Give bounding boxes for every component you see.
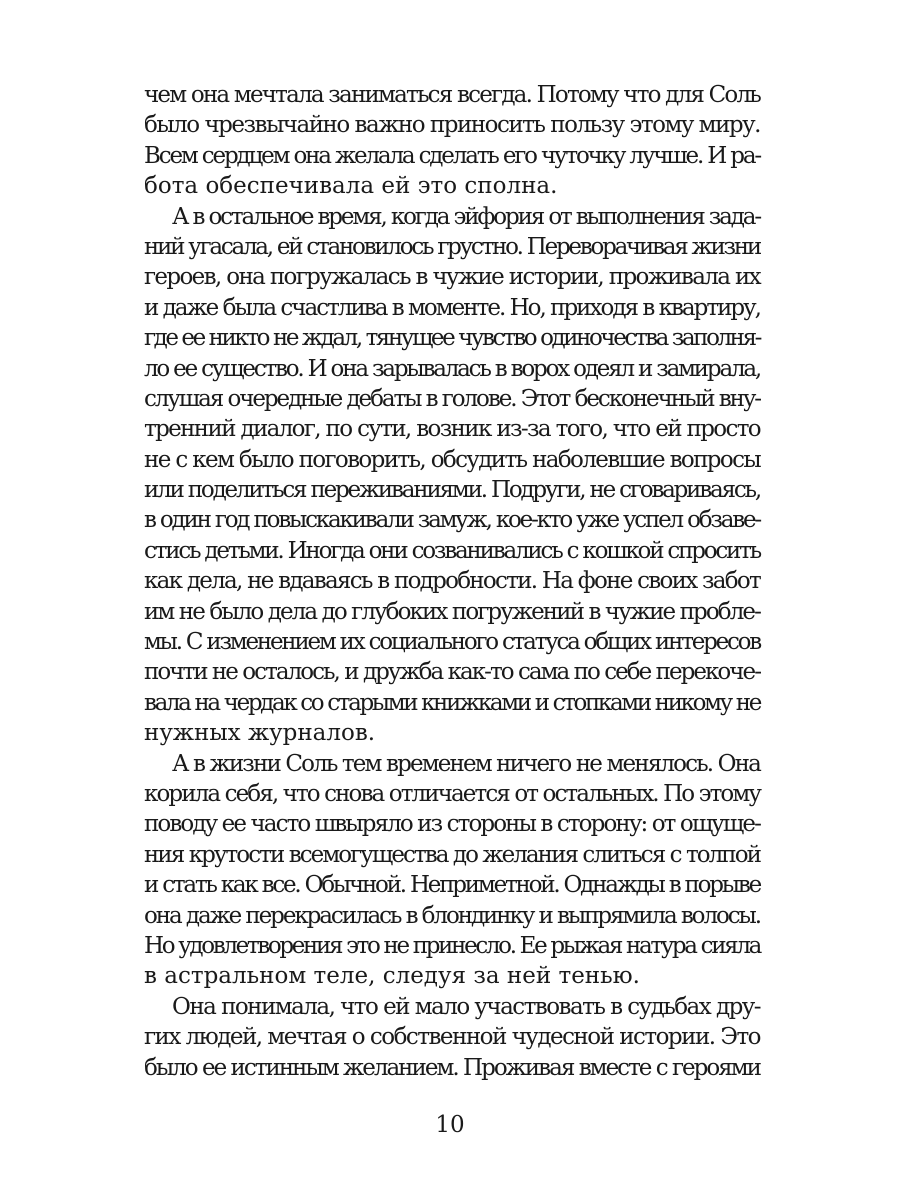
text-line: не с кем было поговорить, обсудить наболевшие вопросы bbox=[144, 446, 760, 473]
text-line: и стать как все. Обычной. Неприметной. Однажды в порыве bbox=[144, 872, 760, 899]
paragraph-4 bbox=[144, 992, 760, 1083]
paragraph-3 bbox=[144, 749, 760, 992]
text-line: корила себя, что снова отличается от остальных. По этому bbox=[144, 780, 760, 807]
text-line: вала на чердак со старыми книжками и стопками никому не bbox=[144, 689, 760, 716]
text-line: поводу ее часто швыряло из стороны в сторону: от ощуще- bbox=[144, 811, 760, 838]
paragraph-1 bbox=[144, 80, 760, 202]
text-line: в один год повыскакивали замуж, кое-кто уже успел обзаве- bbox=[144, 507, 760, 534]
text-line: ний угасала, ей становилось грустно. Переворачивая жизни bbox=[144, 233, 760, 260]
text-line: стись детьми. Иногда они созванивались с кошкой спросить bbox=[144, 537, 760, 564]
text-line: или поделиться переживаниями. Подруги, не сговариваясь, bbox=[144, 477, 760, 504]
text-line: гих людей, мечтая о собственной чудесной истории. Это bbox=[144, 1024, 760, 1051]
text-line: где ее никто не ждал, тянущее чувство одиночества заполня- bbox=[144, 325, 760, 352]
text-line: героев, она погружалась в чужие истории, проживала их bbox=[144, 264, 760, 291]
text-line: почти не осталось, и дружба как-то сама по себе перекоче- bbox=[144, 659, 760, 686]
text-line: было чрезвычайно важно приносить пользу этому миру. bbox=[144, 112, 760, 139]
text-line: им не было дела до глубоких погружений в чужие пробле- bbox=[144, 598, 760, 625]
text-line: она даже перекрасилась в блондинку и выпрямила волосы. bbox=[144, 902, 760, 929]
text-line: ло ее существо. И она зарывалась в ворох одеял и замирала, bbox=[144, 355, 760, 382]
text-line: Она понимала, что ей мало участвовать в судьбах дру- bbox=[172, 993, 760, 1020]
text-line: А в жизни Соль тем временем ничего не менялось. Она bbox=[172, 750, 760, 777]
text-line: чем она мечтала заниматься всегда. Потому что для Соль bbox=[144, 82, 760, 108]
body-text bbox=[144, 80, 760, 1083]
page-number: 10 bbox=[435, 1112, 465, 1138]
text-line: Но удовлетворения это не принесло. Ее рыжая натура сияла bbox=[144, 932, 760, 959]
text-line: слушая очередные дебаты в голове. Этот бесконечный вну- bbox=[144, 385, 760, 412]
text-line: и даже была счастлива в моменте. Но, приходя в квартиру, bbox=[144, 294, 760, 321]
text-line: бота обеспечивала ей это сполна. bbox=[144, 173, 558, 200]
text-line: как дела, не вдаваясь в подробности. На фоне своих забот bbox=[144, 568, 760, 595]
paragraph-2 bbox=[144, 202, 760, 749]
text-line: мы. С изменением их социального статуса общих интересов bbox=[144, 629, 760, 656]
text-line: было ее истинным желанием. Проживая вместе с героями bbox=[144, 1054, 760, 1081]
text-line: тренний диалог, по сути, возник из-за того, что ей просто bbox=[144, 416, 760, 443]
text-line: ния крутости всемогущества до желания слиться с толпой bbox=[144, 841, 760, 868]
text-line: в астральном теле, следуя за ней тенью. bbox=[144, 963, 640, 990]
text-line: Всем сердцем она желала сделать его чуточку лучше. И ра- bbox=[144, 142, 760, 169]
text-line: А в остальное время, когда эйфория от выполнения зада- bbox=[172, 203, 760, 230]
text-line: нужных журналов. bbox=[144, 720, 376, 747]
